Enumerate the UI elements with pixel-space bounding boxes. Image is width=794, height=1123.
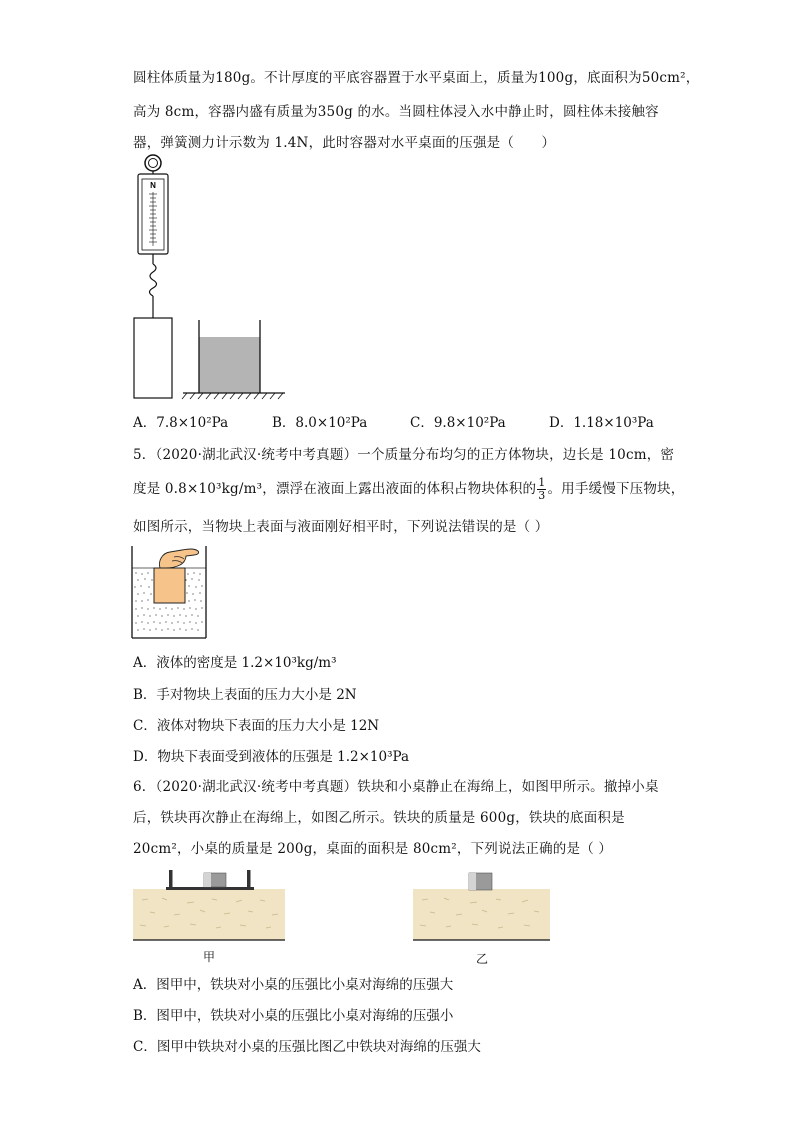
fraction-numerator: 1	[538, 476, 546, 489]
q5-line-2-end: 。用手缓慢下压物块，	[547, 481, 685, 497]
floating-block	[154, 568, 185, 603]
fraction-denominator: 3	[538, 489, 546, 502]
q6-option-a[interactable]: A．图甲中，铁块对小桌的压强比小桌对海绵的压强大	[133, 977, 454, 993]
q4-figure	[125, 152, 295, 402]
label-yi: 乙	[476, 952, 489, 966]
q6-option-b[interactable]: B．图甲中，铁块对小桌的压强比小桌对海绵的压强小	[133, 1008, 454, 1024]
q6-line-1: 6．（2020·湖北武汉·统考中考真题）铁块和小桌静止在海绵上，如图甲所示。撤掉小桌	[133, 779, 659, 795]
q5-option-a[interactable]: A．液体的密度是 1.2×10³kg/m³	[133, 655, 337, 671]
q4-option-c[interactable]: C．9.8×10²Pa	[410, 415, 506, 431]
cylinder	[134, 318, 172, 398]
q5-line-1: 5．（2020·湖北武汉·统考中考真题）一个质量分布均匀的正方体物块，边长是 10cm，密	[133, 447, 675, 463]
scale-unit-label: N	[150, 181, 156, 190]
q4-option-d[interactable]: D．1.18×10³Pa	[549, 415, 654, 431]
q4-line-2: 高为 8cm，容器内盛有质量为350g 的水。当圆柱体浸入水中静止时，圆柱体未接触容	[133, 104, 659, 120]
q5-line-3: 如图所示，当物块上表面与液面刚好相平时，下列说法错误的是（ ）	[133, 519, 549, 535]
q5-line-2-start: 度是 0.8×10³kg/m³，漂浮在液面上露出液面的体积占物块体积的	[133, 481, 537, 497]
container	[182, 320, 285, 399]
q6-option-c[interactable]: C．图甲中铁块对小桌的压强比图乙中铁块对海绵的压强大	[133, 1039, 481, 1055]
q6-line-3: 20cm²，小桌的质量是 200g，桌面的面积是 80cm²，下列说法正确的是（ ）	[133, 841, 613, 857]
label-jia: 甲	[203, 950, 216, 964]
q6-line-2: 后，铁块再次静止在海绵上，如图乙所示。铁块的质量是 600g，铁块的底面积是	[133, 810, 625, 826]
q5-figure	[130, 543, 210, 641]
q5-line-2	[133, 477, 684, 502]
fraction-one-third	[537, 477, 546, 502]
q6-figure-jia	[132, 870, 286, 946]
q5-option-b[interactable]: B．手对物块上表面的压力大小是 2N	[133, 687, 357, 703]
spring-scale	[138, 155, 168, 318]
q4-line-1: 圆柱体质量为180g。不计厚度的平底容器置于水平桌面上，质量为100g，底面积为50cm²，	[133, 70, 700, 86]
q4-line-3: 器，弹簧测力计示数为 1.4N，此时容器对水平桌面的压强是（ ）	[133, 135, 556, 151]
hand-icon	[159, 549, 198, 568]
q5-option-d[interactable]: D．物块下表面受到液体的压强是 1.2×10³Pa	[133, 749, 410, 765]
q6-figure-yi	[412, 870, 552, 946]
q5-option-c[interactable]: C．液体对物块下表面的压力大小是 12N	[133, 718, 380, 734]
q4-option-a[interactable]: A．7.8×10²Pa	[133, 415, 229, 431]
q4-option-b[interactable]: B．8.0×10²Pa	[272, 415, 368, 431]
